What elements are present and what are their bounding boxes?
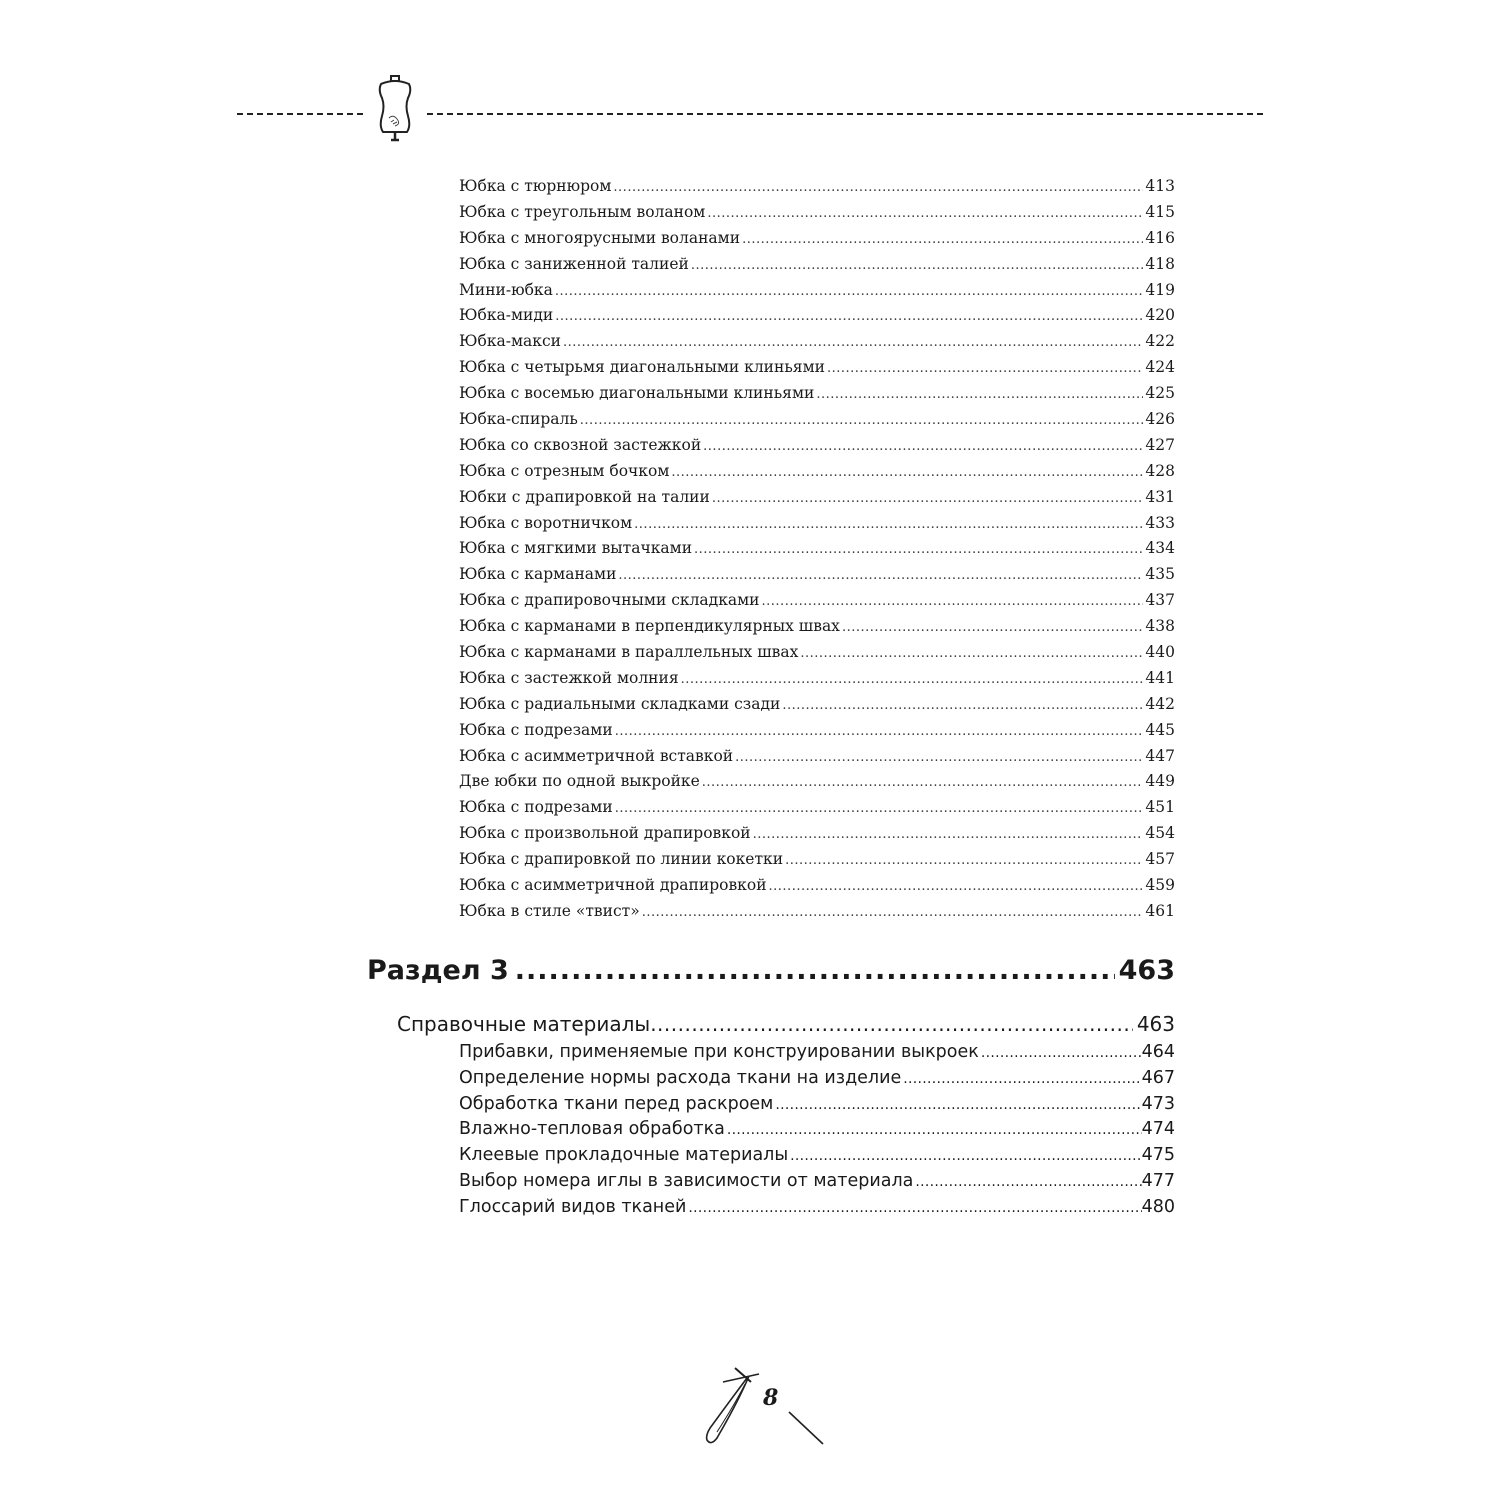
toc-entry-leader-dots (742, 227, 1143, 253)
reference-entry-page-number: 474 (1141, 1119, 1175, 1140)
toc-entry-leader-dots (613, 175, 1143, 201)
toc-entry-page-number: 461 (1145, 901, 1175, 920)
toc-entry-leader-dots (555, 304, 1143, 330)
toc-entry (459, 433, 1175, 459)
subsection-leader-dots (650, 1012, 1133, 1036)
toc-entry-page-number: 415 (1145, 202, 1175, 221)
toc-entry (459, 355, 1175, 381)
toc-entry (459, 795, 1175, 821)
reference-entry-label: Обработка ткани перед раскроем (459, 1093, 774, 1114)
toc-entry-page-number: 418 (1145, 254, 1175, 273)
reference-entry (459, 1092, 1175, 1118)
toc-entry (459, 588, 1175, 614)
toc-entry-leader-dots (753, 822, 1144, 848)
toc-entry (459, 226, 1175, 252)
toc-entry (459, 873, 1175, 899)
toc-entry-page-number: 435 (1145, 565, 1175, 584)
toc-entry-label: Юбка с заниженной талией (459, 254, 689, 273)
toc-entry-label: Юбка с подрезами (459, 720, 613, 739)
toc-entry-page-number: 457 (1145, 850, 1175, 869)
toc-entry-page-number: 425 (1145, 384, 1175, 403)
toc-entry (459, 692, 1175, 718)
subsection-title: Справочные материалы (397, 1012, 651, 1036)
subsection-heading (397, 1012, 1175, 1036)
toc-entry-label: Юбка с карманами в перпендикулярных швах (459, 617, 840, 636)
toc-entry (459, 407, 1175, 433)
toc-entry-page-number: 445 (1145, 720, 1175, 739)
reference-entry-leader-dots (981, 1041, 1142, 1067)
toc-entry-page-number: 438 (1145, 617, 1175, 636)
toc-entry (459, 640, 1175, 666)
toc-entry (459, 329, 1175, 355)
toc-entry-label: Юбка с воротничком (459, 513, 633, 532)
toc-entry-label: Юбка с застежкой молния (459, 668, 679, 687)
toc-entry (459, 511, 1175, 537)
reference-entry-label: Глоссарий видов тканей (459, 1196, 687, 1217)
toc-entry-page-number: 451 (1145, 798, 1175, 817)
reference-entry (459, 1066, 1175, 1092)
toc-entry-leader-dots (642, 900, 1144, 926)
toc-entry-label: Юбка с мягкими вытачками (459, 539, 693, 558)
toc-entry-page-number: 422 (1145, 332, 1175, 351)
toc-entry-leader-dots (816, 382, 1143, 408)
toc-entry-leader-dots (707, 201, 1143, 227)
toc-entry-page-number: 416 (1145, 228, 1175, 247)
toc-entry-page-number: 427 (1145, 435, 1175, 454)
toc-entry-page-number: 454 (1145, 824, 1175, 843)
toc-entry-label: Юбка с драпировкой по линии кокетки (459, 850, 784, 869)
toc-entry (459, 899, 1175, 925)
toc-entry-leader-dots (563, 330, 1143, 356)
toc-entry-leader-dots (615, 719, 1144, 745)
reference-entry-page-number: 475 (1141, 1145, 1175, 1166)
toc-entry (459, 847, 1175, 873)
toc-entry (459, 614, 1175, 640)
toc-entry (459, 666, 1175, 692)
toc-entry-label: Юбка в стиле «твист» (459, 901, 640, 920)
toc-entry-leader-dots (712, 486, 1144, 512)
section-leader-dots (515, 955, 1115, 986)
toc-entry-leader-dots (785, 848, 1143, 874)
toc-entry (459, 459, 1175, 485)
toc-list (459, 174, 1175, 925)
toc-entry-leader-dots (703, 434, 1143, 460)
toc-entry-label: Юбка с асимметричной драпировкой (459, 876, 767, 895)
toc-entry-page-number: 433 (1145, 513, 1175, 532)
toc-entry-leader-dots (615, 796, 1144, 822)
reference-entry-leader-dots (775, 1093, 1141, 1119)
page-number: 8 (763, 1385, 779, 1411)
toc-entry-page-number: 420 (1145, 306, 1175, 325)
toc-entry-page-number: 449 (1145, 772, 1175, 791)
toc-entry-page-number: 431 (1145, 487, 1175, 506)
toc-entry-label: Юбка с подрезами (459, 798, 613, 817)
reference-entry-page-number: 477 (1141, 1170, 1175, 1191)
toc-entry-label: Юбка с треугольным воланом (459, 202, 706, 221)
section-title: Раздел 3 (367, 955, 509, 986)
toc-entry-page-number: 426 (1145, 410, 1175, 429)
toc-entry-label: Юбка с асимметричной вставкой (459, 746, 734, 765)
reference-entry-label: Прибавки, применяемые при конструировании выкроек (459, 1042, 979, 1062)
mannequin-icon (367, 72, 423, 144)
toc-entry (459, 252, 1175, 278)
reference-entry-leader-dots (915, 1170, 1141, 1196)
toc-entry-label: Юбки с драпировкой на талии (459, 487, 710, 506)
reference-entry (459, 1195, 1175, 1221)
toc-entry-leader-dots (681, 667, 1144, 693)
toc-entry-leader-dots (580, 408, 1144, 434)
toc-entry (459, 536, 1175, 562)
reference-entry (459, 1040, 1175, 1066)
toc-entry-label: Юбка-спираль (459, 410, 578, 429)
toc-entry-leader-dots (782, 693, 1143, 719)
reference-entry-leader-dots (903, 1067, 1141, 1093)
toc-entry-page-number: 442 (1145, 694, 1175, 713)
toc-entry-label: Мини-юбка (459, 280, 553, 299)
toc-entry (459, 718, 1175, 744)
toc-entry-label: Юбка с радиальными складками сзади (459, 694, 781, 713)
toc-entry-label: Юбка-макси (459, 332, 561, 351)
toc-entry-label: Юбка с четырьмя диагональными клиньями (459, 358, 825, 377)
toc-entry-label: Юбка с драпировочными складками (459, 591, 760, 610)
reference-entry-page-number: 473 (1141, 1093, 1175, 1114)
toc-entry-label: Юбка с произвольной драпировкой (459, 824, 751, 843)
toc-entry-page-number: 419 (1145, 280, 1175, 299)
reference-entry (459, 1169, 1175, 1195)
toc-entry-page-number: 413 (1145, 177, 1175, 195)
toc-entry-leader-dots (800, 641, 1143, 667)
toc-entry-leader-dots (694, 537, 1143, 563)
toc-entry-page-number: 437 (1145, 591, 1175, 610)
toc-entry-leader-dots (735, 745, 1143, 771)
toc-entry-leader-dots (618, 563, 1143, 589)
toc-entry (459, 381, 1175, 407)
toc-entry-label: Юбка-миди (459, 306, 554, 325)
toc-entry-leader-dots (671, 460, 1143, 486)
toc-entry-label: Юбка с восемью диагональными клиньями (459, 384, 815, 403)
subsection-page-number: 463 (1136, 1012, 1175, 1036)
toc-entry-page-number: 434 (1145, 539, 1175, 558)
reference-entry-page-number: 467 (1141, 1067, 1175, 1088)
toc-entry-leader-dots (702, 770, 1144, 796)
reference-entry-leader-dots (688, 1196, 1141, 1222)
toc-entry-page-number: 440 (1145, 643, 1175, 662)
toc-entry (459, 485, 1175, 511)
toc-entry-leader-dots (634, 512, 1143, 538)
toc-entry (459, 200, 1175, 226)
toc-entry (459, 744, 1175, 770)
toc-entry-label: Юбка с многоярусными воланами (459, 228, 741, 247)
toc-entry-leader-dots (769, 874, 1144, 900)
toc-entry-page-number: 447 (1145, 746, 1175, 765)
reference-entry-label: Клеевые прокладочные материалы (459, 1145, 789, 1166)
toc-entry-leader-dots (842, 615, 1143, 641)
reference-entry-leader-dots (790, 1144, 1141, 1170)
toc-entry-page-number: 424 (1145, 358, 1175, 377)
toc-entry-label: Юбка с отрезным бочком (459, 461, 670, 480)
reference-entry-label: Влажно-тепловая обработка (459, 1119, 725, 1140)
reference-entry-page-number: 480 (1141, 1196, 1175, 1217)
reference-entry-label: Определение нормы расхода ткани на изделие (459, 1067, 902, 1088)
toc-entry-page-number: 441 (1145, 668, 1175, 687)
toc-entry (459, 278, 1175, 304)
toc-entry-label: Юбка со сквозной застежкой (459, 435, 702, 454)
reference-entry-page-number: 464 (1141, 1042, 1175, 1062)
toc-entry-leader-dots (691, 253, 1144, 279)
toc-entry-leader-dots (827, 356, 1143, 382)
toc-entry-label: Юбка с карманами (459, 565, 617, 584)
reference-list (459, 1040, 1175, 1221)
section-heading (367, 955, 1175, 986)
toc-entry-page-number: 459 (1145, 876, 1175, 895)
reference-entry (459, 1143, 1175, 1169)
reference-entry-label: Выбор номера иглы в зависимости от материала (459, 1170, 914, 1191)
toc-entry (459, 769, 1175, 795)
toc-entry (459, 821, 1175, 847)
section-page-number: 463 (1118, 955, 1175, 986)
reference-entry (459, 1117, 1175, 1143)
toc-entry (459, 174, 1175, 200)
toc-entry-leader-dots (762, 589, 1144, 615)
toc-entry (459, 562, 1175, 588)
reference-entry-leader-dots (727, 1118, 1142, 1144)
toc-entry-leader-dots (555, 279, 1144, 305)
toc-entry-label: Две юбки по одной выкройке (459, 772, 700, 791)
toc-entry-page-number: 428 (1145, 461, 1175, 480)
toc-entry-label: Юбка с тюрнюром (459, 177, 612, 195)
toc-entry (459, 303, 1175, 329)
toc-entry-label: Юбка с карманами в параллельных швах (459, 643, 799, 662)
